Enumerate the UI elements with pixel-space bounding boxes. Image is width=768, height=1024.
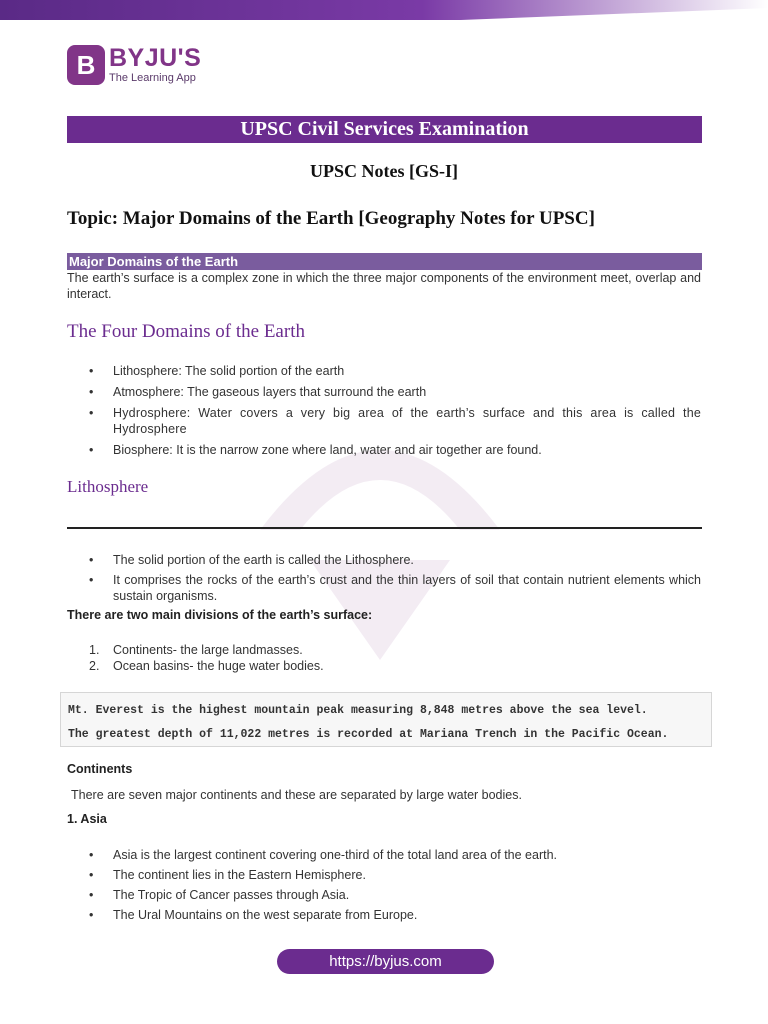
lithosphere-list (67, 552, 701, 604)
list-item: • Hydrosphere: Water covers a very big area of the earth’s surface and this area is called the Hydrosphere (113, 405, 701, 437)
continents-heading: Continents (67, 762, 133, 776)
brand-name: BYJU'S (109, 44, 202, 72)
divisions-list (67, 642, 324, 674)
list-item: • Asia is the largest continent covering one-third of the total land area of the earth. (113, 847, 701, 863)
asia-heading: 1. Asia (67, 812, 107, 826)
brand-tagline: The Learning App (109, 72, 196, 84)
list-item: • The solid portion of the earth is called the Lithosphere. (113, 552, 701, 568)
intro-paragraph: The earth’s surface is a complex zone in which the three major components of the environment meet, overlap and interact. (67, 271, 701, 301)
list-item: • The Tropic of Cancer passes through Asia. (113, 887, 701, 903)
facts-box (60, 692, 712, 747)
brand-logo[interactable] (67, 44, 201, 86)
list-item: • Atmosphere: The gaseous layers that surround the earth (113, 384, 701, 400)
fact-line: Mt. Everest is the highest mountain peak measuring 8,848 metres above the sea level. (68, 704, 648, 717)
list-text: Ocean basins- the huge water bodies. (113, 659, 324, 673)
list-item: • The continent lies in the Eastern Hemisphere. (113, 867, 701, 883)
list-item: • Biosphere: It is the narrow zone where land, water and air together are found. (113, 442, 701, 458)
lithosphere-heading: Lithosphere (67, 477, 149, 496)
exam-banner: UPSC Civil Services Examination (67, 116, 702, 143)
list-number: 2. (89, 659, 100, 673)
four-domains-list (67, 363, 701, 458)
divisions-title: There are two main divisions of the earth’s surface: (67, 608, 373, 622)
list-item: • Lithosphere: The solid portion of the earth (113, 363, 701, 379)
footer-url-link[interactable]: https://byjus.com (277, 949, 494, 974)
list-text: Continents- the large landmasses. (113, 643, 303, 657)
fact-line: The greatest depth of 11,022 metres is recorded at Mariana Trench in the Pacific Ocean. (68, 728, 669, 741)
horizontal-divider (67, 527, 702, 529)
top-decorative-band (0, 0, 768, 20)
topic-title: Topic: Major Domains of the Earth [Geography Notes for UPSC] (67, 208, 595, 229)
four-domains-heading: The Four Domains of the Earth (67, 321, 305, 342)
list-item (89, 642, 324, 658)
list-item: • The Ural Mountains on the west separate from Europe. (113, 907, 701, 923)
notes-subtitle: UPSC Notes [GS-I] (310, 161, 458, 181)
list-item: • It comprises the rocks of the earth’s crust and the thin layers of soil that contain nutrient elements which sustain organisms. (113, 572, 701, 604)
asia-list (67, 847, 701, 923)
list-item (89, 658, 324, 674)
continents-intro: There are seven major continents and these are separated by large water bodies. (71, 788, 522, 802)
section-title-bar: Major Domains of the Earth (67, 253, 702, 270)
list-number: 1. (89, 643, 100, 657)
byjus-logo-icon: B (67, 45, 105, 85)
